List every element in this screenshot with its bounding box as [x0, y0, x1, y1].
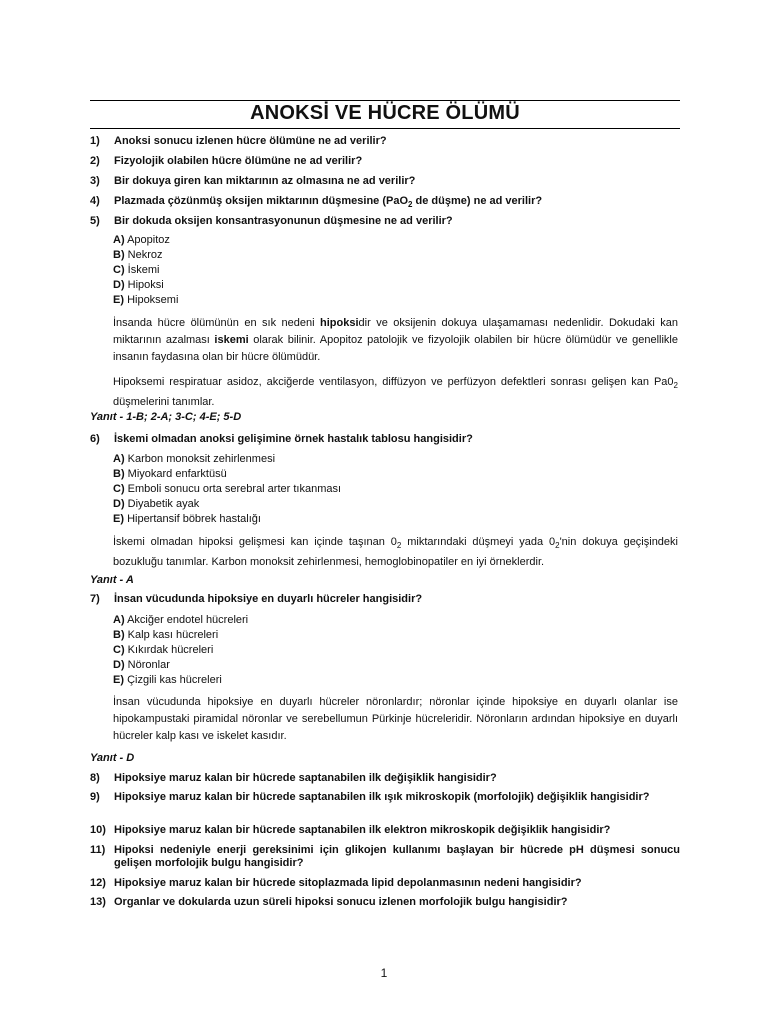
option-d: D) Diyabetik ayak: [113, 498, 200, 510]
question-number: 9): [90, 791, 100, 803]
option-a: A) Karbon monoksit zehirlenmesi: [113, 453, 276, 465]
question-text: Anoksi sonucu izlenen hücre ölümüne ne ad verilir?: [114, 135, 387, 147]
answer-key: Yanıt - D: [90, 752, 135, 764]
option-b: B) Miyokard enfarktüsü: [113, 468, 227, 480]
title-rule: [90, 128, 680, 129]
question-text: İskemi olmadan anoksi gelişimine örnek hastalık tablosu hangisidir?: [114, 433, 473, 445]
question-text: Bir dokuya giren kan miktarının az olmasına ne ad verilir?: [114, 175, 416, 187]
explanation-paragraph: İnsan vücudunda hipoksiye en duyarlı hücreler nöronlardır; nöronlar içinde hipoksiye en duyarlı olanlar ise hipokampustaki piramidal nöronlar ve serebellumun Pürkinje hücreleridir. Nöronların ardından hipoksiye en duyarlı hücreler kalp kası ve iskelet kasıdır.: [113, 696, 678, 742]
question-number: 5): [90, 215, 100, 227]
answer-key: Yanıt - A: [90, 574, 134, 586]
question-text: Hipoksiye maruz kalan bir hücrede saptanabilen ilk değişiklik hangisidir?: [114, 772, 497, 784]
question-text: Fizyolojik olabilen hücre ölümüne ne ad verilir?: [114, 155, 363, 167]
option-a: A) Apopitoz: [113, 234, 170, 246]
question-number: 6): [90, 433, 100, 445]
option-c: C) Kıkırdak hücreleri: [113, 644, 214, 656]
question-number: 11): [90, 844, 106, 856]
explanation-paragraph: İnsanda hücre ölümünün en sık nedeni hipoksidir ve oksijenin dokuya ulaşamaması nedenlidir. Dokudaki kan miktarının azalması iskemi olarak bilinir. Apopitoz patolojik ve fizyolojik olabilen bir hücre ölümüdür ve genellikle insanın faydasına olan bir hücre ölümüdür.: [113, 317, 678, 363]
option-c: C) Emboli sonucu orta serebral arter tıkanması: [113, 483, 342, 495]
question-text: Hipoksiye maruz kalan bir hücrede saptanabilen ilk ışık mikroskopik (morfolojik) değişiklik hangisidir?: [114, 791, 650, 803]
page-number: 1: [380, 966, 388, 980]
option-e: E) Hipoksemi: [113, 294, 179, 306]
question-number: 7): [90, 593, 100, 605]
question-number: 1): [90, 135, 100, 147]
question-number: 10): [90, 824, 106, 836]
question-text: Bir dokuda oksijen konsantrasyonunun düşmesine ne ad verilir?: [114, 215, 453, 227]
page-title: ANOKSİ VE HÜCRE ÖLÜMÜ: [250, 102, 520, 124]
question-text: İnsan vücudunda hipoksiye en duyarlı hücreler hangisidir?: [114, 593, 423, 605]
question-text: Hipoksiye maruz kalan bir hücrede sitoplazmada lipid depolanmasının nedeni hangisidir?: [114, 877, 582, 889]
question-number: 8): [90, 772, 100, 784]
option-a: A) Akciğer endotel hücreleri: [113, 614, 249, 626]
question-number: 12): [90, 877, 106, 889]
option-e: E) Çizgili kas hücreleri: [113, 674, 222, 686]
question-number: 13): [90, 896, 106, 908]
top-rule: [90, 100, 680, 101]
explanation-paragraph: İskemi olmadan hipoksi gelişmesi kan içinde taşınan $0_2$ miktarındaki düşmeyi yada $0_2'nin$ dokuya geçişindeki bozukluğu tanımlar. Karbon monoksit zehirlenmesi, hemoglobinopatiler en iyi örneklerdir.: [113, 536, 678, 569]
question-number: 4): [90, 195, 100, 207]
answer-key: Yanıt - 1-B; 2-A; 3-C; 4-E; 5-D: [90, 411, 242, 423]
question-number: 3): [90, 175, 100, 187]
option-d: D) Nöronlar: [113, 659, 170, 671]
option-d: D) Hipoksi: [113, 279, 164, 291]
explanation-paragraph: Hipoksemi respiratuar asidoz, akciğerde ventilasyon, diffüzyon ve perfüzyon defektleri sonrası gelişen kan $Pa0_2$ düşmelerini tanımlar.: [113, 376, 678, 409]
question-text: Organlar ve dokularda uzun süreli hipoksi sonucu izlenen morfolojik bulgu hangisidir?: [114, 896, 568, 908]
question-text: Plazmada çözünmüş oksijen miktarının düşmesine (PaO$_2$ de düşme) ne ad verilir?: [114, 195, 543, 210]
question-number: 2): [90, 155, 100, 167]
option-b: B) Nekroz: [113, 249, 163, 261]
option-b: B) Kalp kası hücreleri: [113, 629, 219, 641]
question-text: Hipoksiye maruz kalan bir hücrede saptanabilen ilk elektron mikroskopik değişiklik hangisidir?: [114, 824, 611, 836]
option-c: C) İskemi: [113, 264, 160, 276]
option-e: E) Hipertansif böbrek hastalığı: [113, 513, 261, 525]
question-text: Hipoksi nedeniyle enerji gereksinimi için glikojen kullanımı başlayan bir hücrede pH düşmesi sonucu gelişen morfolojik bulgu hangisidir?: [114, 844, 680, 869]
